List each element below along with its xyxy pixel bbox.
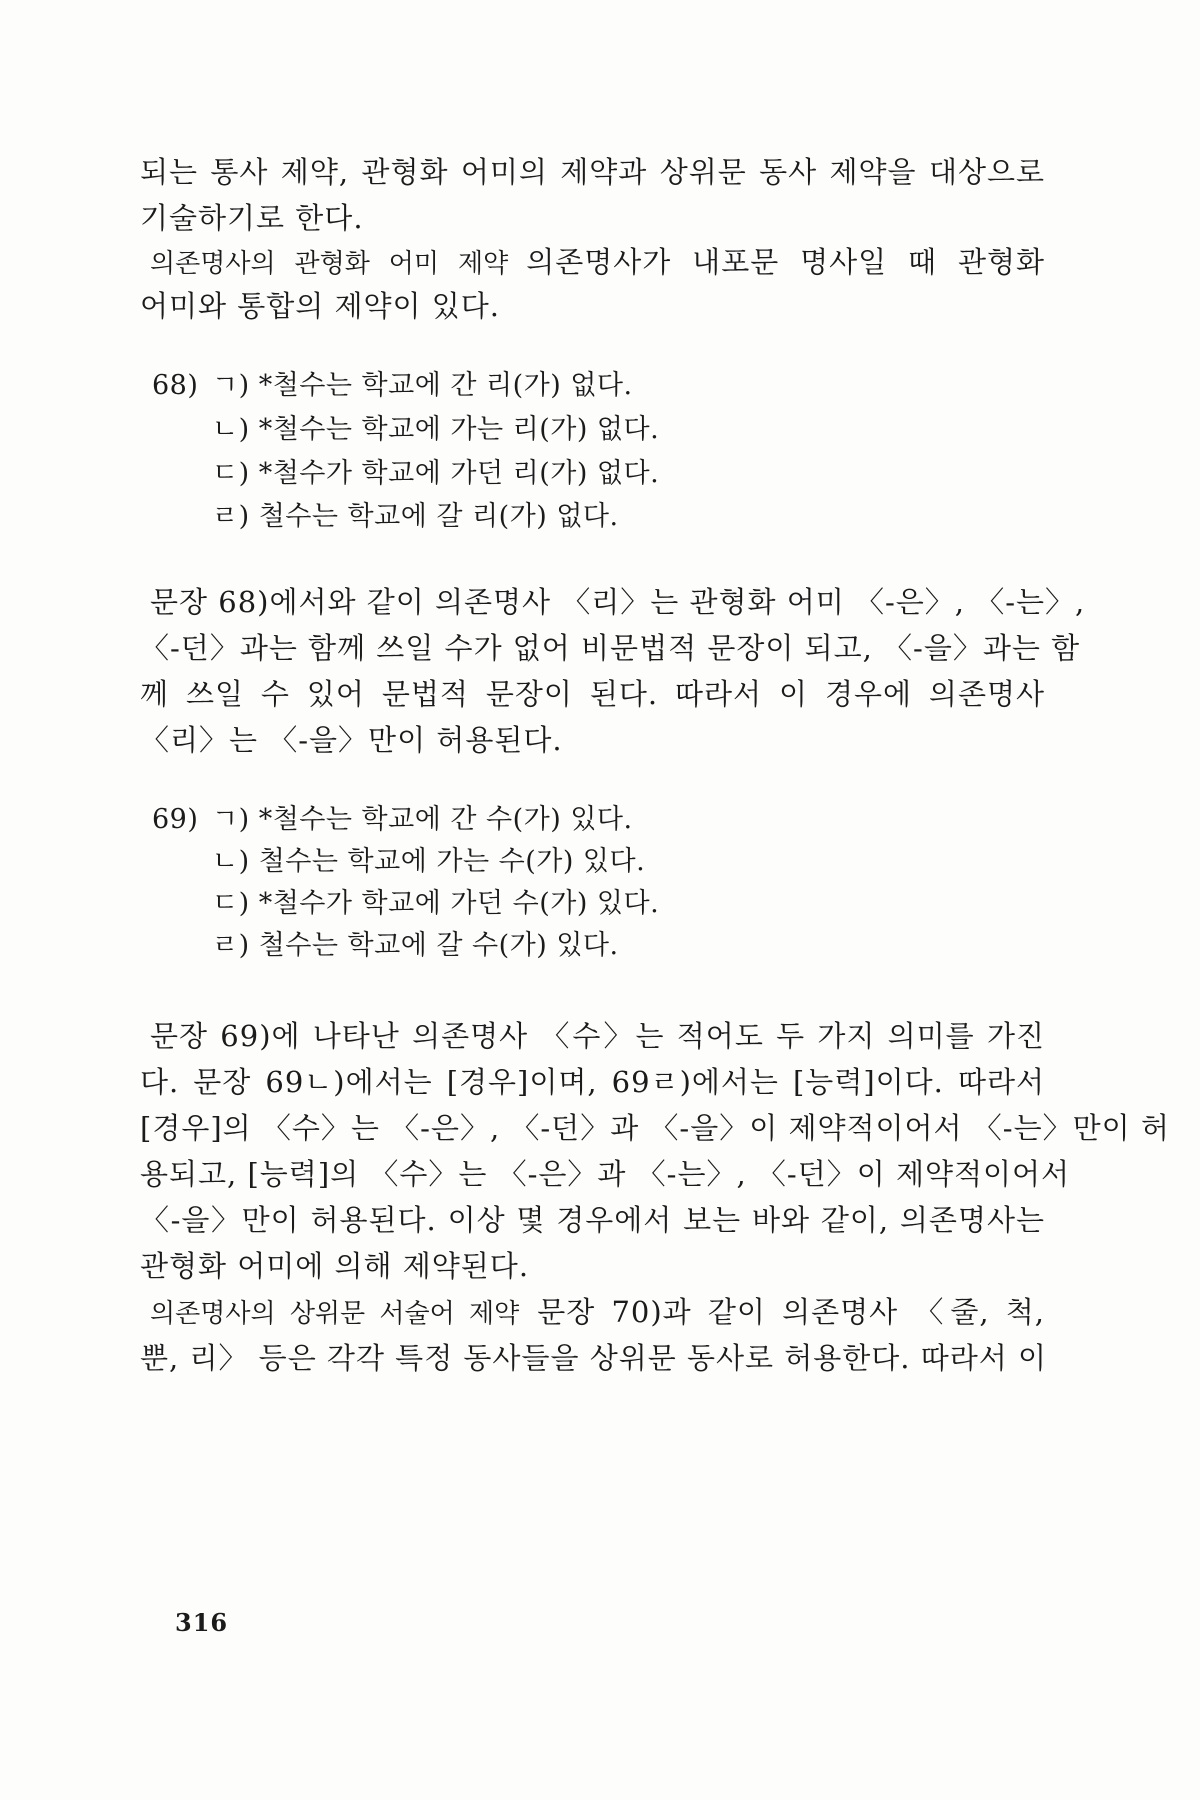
example-label: ㄹ) xyxy=(212,501,250,532)
example-69-item-c xyxy=(212,884,659,924)
example-sentence: *철수가 학교에 가던 수(가) 있다. xyxy=(258,888,660,919)
paragraph-3-line-3: 께 쓰일 수 있어 문법적 문장이 된다. 따라서 이 경우에 의존명사 xyxy=(140,677,1045,711)
section-heading-upper-predicate: 의존명사의 상위문 서술어 제약 xyxy=(150,1299,520,1329)
paragraph-4-line-6: 관형화 어미에 의해 제약된다. xyxy=(140,1249,530,1283)
example-sentence: *철수는 학교에 간 수(가) 있다. xyxy=(258,804,633,835)
paragraph-1-line-1: 되는 통사 제약, 관형화 어미의 제약과 상위문 동사 제약을 대상으로 xyxy=(140,155,1045,189)
paragraph-3-line-4: 〈리〉는 〈-을〉만이 허용된다. xyxy=(140,723,563,757)
paragraph-3-line-2: 〈-던〉과는 함께 쓰일 수가 없어 비문법적 문장이 되고, 〈-을〉과는 함 xyxy=(140,631,1081,665)
section-heading-adnominal-ending: 의존명사의 관형화 어미 제약 xyxy=(150,249,509,279)
paragraph-5-line-1 xyxy=(150,1290,1045,1336)
example-68-item-c xyxy=(212,454,659,494)
paragraph-4-line-2: 다. 문장 69ㄴ)에서는 [경우]이며, 69ㄹ)에서는 [능력]이다. 따라서 xyxy=(140,1065,1045,1099)
example-sentence: *철수는 학교에 가는 리(가) 없다. xyxy=(258,414,660,445)
example-label: ㄷ) xyxy=(212,458,250,489)
paragraph-4-line-5: 〈-을〉만이 허용된다. 이상 몇 경우에서 보는 바와 같이, 의존명사는 xyxy=(140,1203,1045,1237)
example-69-item-b xyxy=(212,842,645,882)
example-sentence: 철수는 학교에 갈 리(가) 없다. xyxy=(258,501,619,532)
example-label: ㄴ) xyxy=(212,846,250,877)
paragraph-4-line-4: 용되고, [능력]의 〈수〉는 〈-은〉과 〈-는〉, 〈-던〉이 제약적이어서 xyxy=(140,1157,1071,1191)
paragraph-1-line-2: 기술하기로 한다. xyxy=(140,201,364,235)
paragraph-5-line-2: 뿐, 리〉 등은 각각 특정 동사들을 상위문 동사로 허용한다. 따라서 이 xyxy=(140,1341,1047,1375)
paragraph-5-line-1-text: 문장 70)과 같이 의존명사 〈줄, 척, xyxy=(537,1295,1045,1329)
paragraph-4-line-3: [경우]의 〈수〉는 〈-은〉, 〈-던〉과 〈-을〉이 제약적이어서 〈-는〉만이 허 xyxy=(140,1111,1170,1145)
example-sentence: 철수는 학교에 가는 수(가) 있다. xyxy=(258,846,646,877)
example-label: ㄷ) xyxy=(212,888,250,919)
example-69-item-a xyxy=(152,800,633,840)
paragraph-2-line-2: 어미와 통합의 제약이 있다. xyxy=(140,289,501,323)
example-69-number: 69) xyxy=(152,804,199,835)
example-68-item-a xyxy=(152,366,633,406)
paragraph-2-line-1 xyxy=(150,240,1045,286)
example-69-item-d xyxy=(212,926,619,966)
example-68-item-b xyxy=(212,410,659,450)
example-sentence: *철수가 학교에 가던 리(가) 없다. xyxy=(258,458,660,489)
example-label: ㄴ) xyxy=(212,414,250,445)
example-sentence: 철수는 학교에 갈 수(가) 있다. xyxy=(258,930,619,961)
paragraph-4-line-1: 문장 69)에 나타난 의존명사 〈수〉는 적어도 두 가지 의미를 가진 xyxy=(150,1019,1045,1053)
example-68-number: 68) xyxy=(152,370,199,401)
example-sentence: *철수는 학교에 간 리(가) 없다. xyxy=(258,370,633,401)
example-label: ㄹ) xyxy=(212,930,250,961)
paragraph-3-line-1: 문장 68)에서와 같이 의존명사 〈리〉는 관형화 어미 〈-은〉, 〈-는〉, xyxy=(150,585,1086,619)
paragraph-2-line-1-text: 의존명사가 내포문 명사일 때 관형화 xyxy=(526,245,1045,279)
page-number: 316 xyxy=(175,1608,229,1637)
example-68-item-d xyxy=(212,497,619,537)
example-label: ㄱ) xyxy=(212,370,250,401)
example-label: ㄱ) xyxy=(212,804,250,835)
